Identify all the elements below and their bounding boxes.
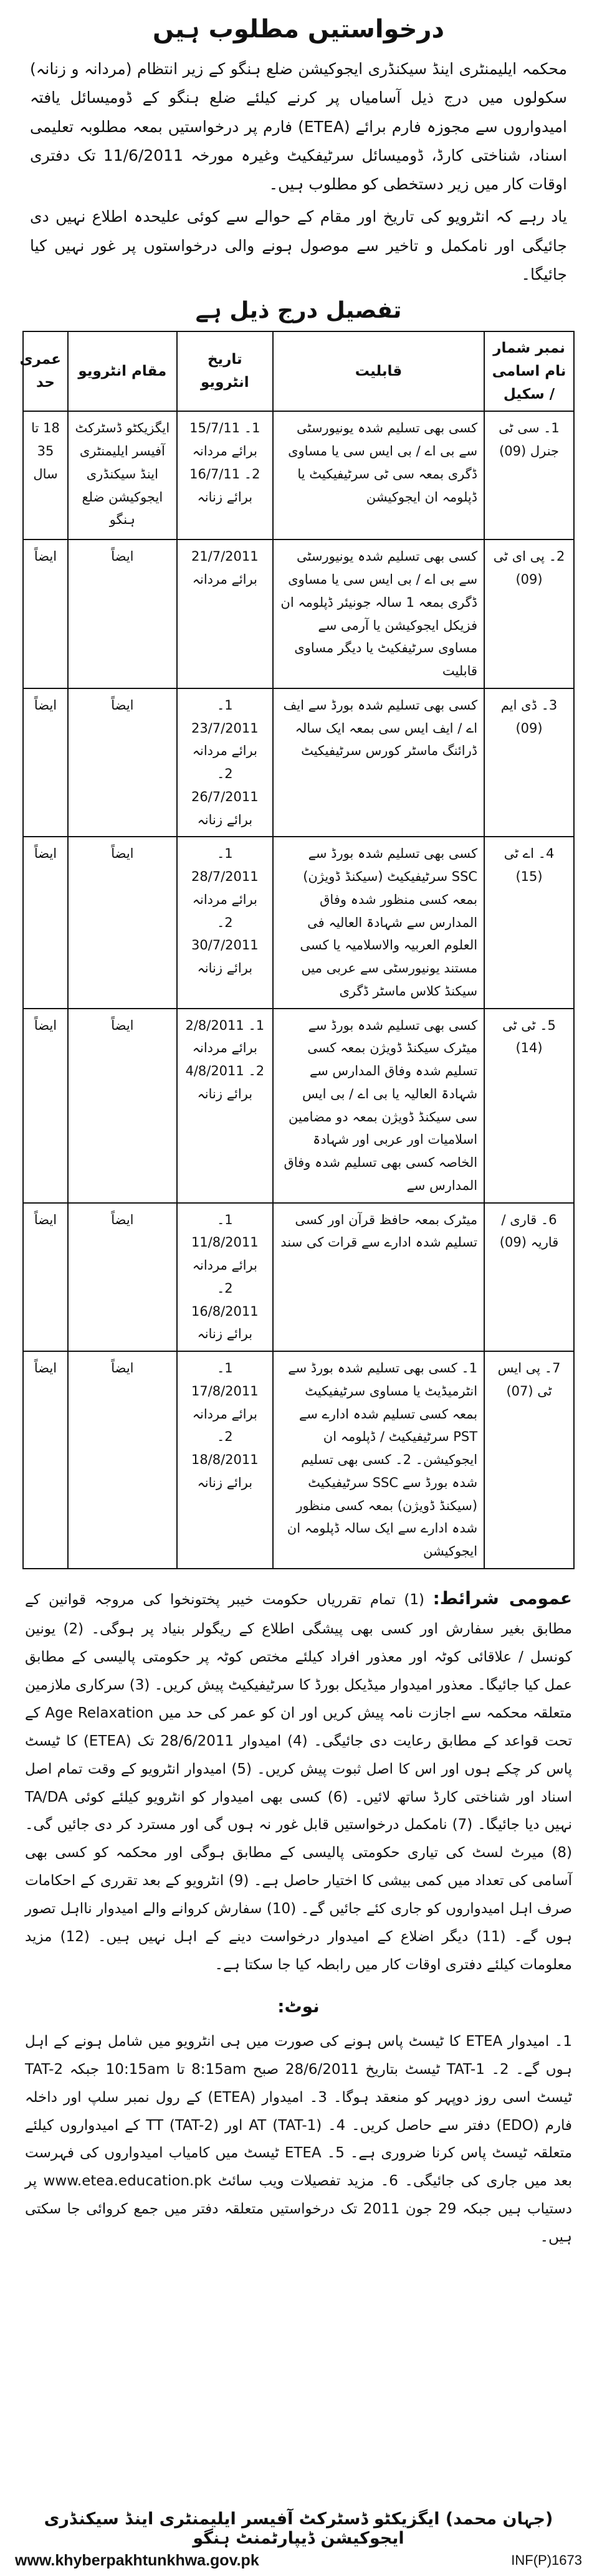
cell-qualification: کسی بھی تسلیم شدہ یونیورسٹی سے بی اے / بی ایس سی یا مساوی ڈگری بمعہ 1 سالہ جونیئر ڈپلومہ ان فزیکل ایجوکیشن یا آرمی سے مساوی سرٹیفکیٹ یا دیگر مساوی قابلیت — [273, 539, 484, 688]
cell-post: 7۔ پی ایس ٹی (07) — [484, 1351, 574, 1569]
header-interview-place: مقام انٹرویو — [68, 331, 177, 411]
website-link[interactable]: www.khyberpakhtunkhwa.gov.pk — [15, 2551, 259, 2569]
intro-section — [30, 55, 567, 289]
note-section — [25, 1990, 572, 2251]
cell-post: 2۔ پی ای ٹی (09) — [484, 539, 574, 688]
note-heading: نوٹ: — [277, 1996, 320, 2017]
header-qualification: قابلیت — [273, 331, 484, 411]
table-header-row — [23, 331, 574, 411]
cell-interview-date: 1۔ 2/8/2011 برائے مردانہ 2۔ 4/8/2011 برائے زنانہ — [177, 1009, 273, 1203]
cell-interview-date: 1۔ 28/7/2011 برائے مردانہ 2۔ 30/7/2011 برائے زنانہ — [177, 837, 273, 1008]
table-row — [23, 1009, 574, 1203]
cell-interview-place: ایضاً — [68, 539, 177, 688]
cell-age-limit: ایضاً — [23, 837, 68, 1008]
cell-qualification: کسی بھی تسلیم شدہ بورڈ سے ایف اے / ایف ایس سی بمعہ ایک سالہ ڈرائنگ ماسٹر کورس سرٹیفیکیٹ — [273, 688, 484, 837]
header-interview-date: تاریخ انٹرویو — [177, 331, 273, 411]
intro-paragraph: یاد رہے کہ انٹرویو کی تاریخ اور مقام کے حوالے سے کوئی علیحدہ اطلاع نہیں دی جائیگی اور نامکمل و تاخیر سے موصول ہونے والی درخواستوں پر غور نہیں کیا جائیگا۔ — [30, 207, 567, 283]
cell-post: 5۔ ٹی ٹی (14) — [484, 1009, 574, 1203]
cell-age-limit: ایضاً — [23, 1203, 68, 1352]
cell-interview-place: ایضاً — [68, 837, 177, 1008]
table-row — [23, 539, 574, 688]
table-row — [23, 1203, 574, 1352]
cell-age-limit: ایضاً — [23, 688, 68, 837]
page-title: درخواستیں مطلوب ہیں — [152, 15, 445, 44]
cell-qualification: کسی بھی تسلیم شدہ بورڈ سے میٹرک سیکنڈ ڈویژن بمعہ کسی تسلیم شدہ وفاق المدارس سے شہادۃ العالیہ یا بی اے / بی ایس سی سیکنڈ ڈویژن بمعہ دو مضامین اسلامیات اور عربی اور شہادۃ الخاصہ کسی بھی تسلیم شدہ وفاق المدارس سے — [273, 1009, 484, 1203]
general-conditions-heading: عمومی شرائط: — [432, 1587, 573, 1609]
table-row — [23, 837, 574, 1008]
note-text: 1۔ امیدوار ETEA کا ٹیسٹ پاس ہونے کی صورت میں ہی انٹرویو میں شامل ہونے کے اہل ہوں گے۔ 2۔ TAT-1 ٹیسٹ بتاریخ 28/6/2011 صبح 8:15am تا 10:15am جبکہ TAT-2 ٹیسٹ اسی روز دوپہر کو منعقد ہوگا۔ 3۔ امیدوار (ETEA) کے رول نمبر سلپ اور داخلہ فارم (EDO) دفتر سے حاصل کریں۔ 4۔ AT (TAT-1) اور TT (TAT-2) کے امیدواروں کیلئے متعلقہ ٹیسٹ پاس کرنا ضروری ہے۔ 5۔ ETEA ٹیسٹ میں کامیاب امیدواروں کی فہرست بعد میں جاری کی جائیگی۔ 6۔ مزید تفصیلات ویب سائٹ www.etea.education.pk پر دستیاب ہیں جبکہ 29 جون 2011 تک درخواستیں متعلقہ دفتر میں جمع کروائی جا سکتی ہیں۔ — [25, 2033, 573, 2245]
cell-interview-place: ایضاً — [68, 688, 177, 837]
intro-paragraph: محکمہ ایلیمنٹری اینڈ سیکنڈری ایجوکیشن ضلع ہنگو کے زیر انتظام (مردانہ و زنانہ) سکولوں میں درج ذیل آسامیاں پر کرنے کیلئے ضلع ہنگو کے ڈومیسائل یافتہ امیدواروں سے مجوزہ فارم برائے (ETEA) فارم پر درخواستیں بمعہ مطلوبہ تعلیمی اسناد، شناختی کارڈ، ڈومیسائل سرٹیفکیٹ وغیرہ مورخہ 11/6/2011 تک دفتری اوقات کار میں زیر دستخطی کو مطلوب ہیں۔ — [30, 60, 568, 193]
cell-interview-place: ایگزیکٹو ڈسٹرکٹ آفیسر ایلیمنٹری اینڈ سیکنڈری ایجوکیشن ضلع ہنگو — [68, 411, 177, 539]
general-conditions-text: (1) تمام تقرریاں حکومت خیبر پختونخوا کی مروجہ قوانین کے مطابق بغیر سفارش اور کسی بھی پیشگی اطلاع کے ریگولر بنیاد پر ہوگی۔ (2) یونین کونسل / علاقائی کوٹہ اور معذور افراد کیلئے مختص کوٹہ پر حکومتی پالیسی کے مطابق عمل کیا جائیگا۔ معذور امیدوار میڈیکل بورڈ کا سرٹیفیکیٹ پیش کریں۔ (3) سرکاری ملازمین متعلقہ محکمہ سے اجازت نامہ پیش کریں اور ان کو عمر کی حد میں Age Relaxation کے تحت قواعد کے مطابق رعایت دی جائیگی۔ (4) امیدوار 28/6/2011 تک (ETEA) کا ٹیسٹ پاس کر چکے ہوں اور اس کا اصل ثبوت پیش کریں۔ (5) امیدوار انٹرویو کے وقت تمام اصل اسناد اور شناختی کارڈ ساتھ لائیں۔ (6) کسی بھی امیدوار کو انٹرویو کیلئے کوئی TA/DA نہیں دیا جائیگا۔ (7) نامکمل درخواستیں قابل غور نہ ہوں گی اور مسترد کر دی جائیں گی۔ (8) میرٹ لسٹ کی تیاری حکومتی پالیسی کے مطابق ہوگی اور محکمہ کو کسی بھی آسامی کی تعداد میں کمی بیشی کا اختیار حاصل ہے۔ (9) انٹرویو کے بعد تقرری کے احکامات صرف اہل امیدواروں کو جاری کئے جائیں گے۔ (10) سفارش کروانے والے امیدوار نااہل تصور ہوں گے۔ (11) دیگر اضلاع کے امیدوار درخواست دینے کے اہل نہیں ہیں۔ (12) مزید معلومات کیلئے دفتری اوقات کار میں رابطہ کیا جا سکتا ہے۔ — [25, 1591, 572, 1973]
table-row — [23, 411, 574, 539]
header-age-limit: عمری حد — [23, 331, 68, 411]
cell-post: 1۔ سی ٹی جنرل (09) — [484, 411, 574, 539]
table-row — [23, 1351, 574, 1569]
table-row — [23, 688, 574, 837]
cell-age-limit: ایضاً — [23, 539, 68, 688]
cell-interview-date: 21/7/2011 برائے مردانہ — [177, 539, 273, 688]
cell-qualification: 1۔ کسی بھی تسلیم شدہ بورڈ سے انٹرمیڈیٹ یا مساوی سرٹیفیکیٹ بمعہ کسی تسلیم شدہ ادارے سے PST سرٹیفیکیٹ / ڈپلومہ ان ایجوکیشن۔ 2۔ کسی بھی تسلیم شدہ بورڈ سے SSC سرٹیفیکیٹ (سیکنڈ ڈویژن) بمعہ کسی منظور شدہ ادارے سے ایک سالہ ڈپلومہ ان ایجوکیشن — [273, 1351, 484, 1569]
cell-interview-date: 1۔ 11/8/2011 برائے مردانہ 2۔ 16/8/2011 برائے زنانہ — [177, 1203, 273, 1352]
cell-post: 4۔ اے ٹی (15) — [484, 837, 574, 1008]
cell-qualification: کسی بھی تسلیم شدہ بورڈ سے SSC سرٹیفیکیٹ (سیکنڈ ڈویژن) بمعہ کسی منظور شدہ وفاق المدارس سے شہادۃ العالیہ فی العلوم العربیہ والاسلامیہ یا کسی مستند یونیورسٹی سے عربی میں سیکنڈ کلاس ماسٹر ڈگری — [273, 837, 484, 1008]
signature-block: (جہان محمد) ایگزیکٹو ڈسٹرکٹ آفیسر ایلیمنٹری اینڈ سیکنڈری ایجوکیشن ڈیپارٹمنٹ ہنگو — [44, 2509, 553, 2548]
reference-number: INF(P)1673 — [511, 2552, 582, 2568]
cell-age-limit: 18 تا 35 سال — [23, 411, 68, 539]
cell-qualification: میٹرک بمعہ حافظ قرآن اور کسی تسلیم شدہ ادارے سے قرات کی سند — [273, 1203, 484, 1352]
footer-bar — [0, 2548, 597, 2573]
posts-table — [19, 331, 575, 1569]
cell-post: 3۔ ڈی ایم (09) — [484, 688, 574, 837]
cell-qualification: کسی بھی تسلیم شدہ یونیورسٹی سے بی اے / بی ایس سی یا مساوی ڈگری بمعہ سی ٹی سرٹیفیکیٹ یا ڈپلومہ ان ایجوکیشن — [273, 411, 484, 539]
cell-interview-date: 1۔ 17/8/2011 برائے مردانہ 2۔ 18/8/2011 برائے زنانہ — [177, 1351, 273, 1569]
cell-interview-place: ایضاً — [68, 1351, 177, 1569]
cell-post: 6۔ قاری / قاریہ (09) — [484, 1203, 574, 1352]
cell-interview-place: ایضاً — [68, 1009, 177, 1203]
table-heading: تفصیل درج ذیل ہے — [195, 298, 402, 323]
cell-age-limit: ایضاً — [23, 1009, 68, 1203]
cell-interview-date: 1۔ 15/7/11 برائے مردانہ 2۔ 16/7/11 برائے زنانہ — [177, 411, 273, 539]
cell-interview-place: ایضاً — [68, 1203, 177, 1352]
general-conditions — [25, 1582, 572, 1979]
cell-age-limit: ایضاً — [23, 1351, 68, 1569]
header-post: نمبر شمار نام اسامی / سکیل — [484, 331, 574, 411]
cell-interview-date: 1۔ 23/7/2011 برائے مردانہ 2۔ 26/7/2011 برائے زنانہ — [177, 688, 273, 837]
